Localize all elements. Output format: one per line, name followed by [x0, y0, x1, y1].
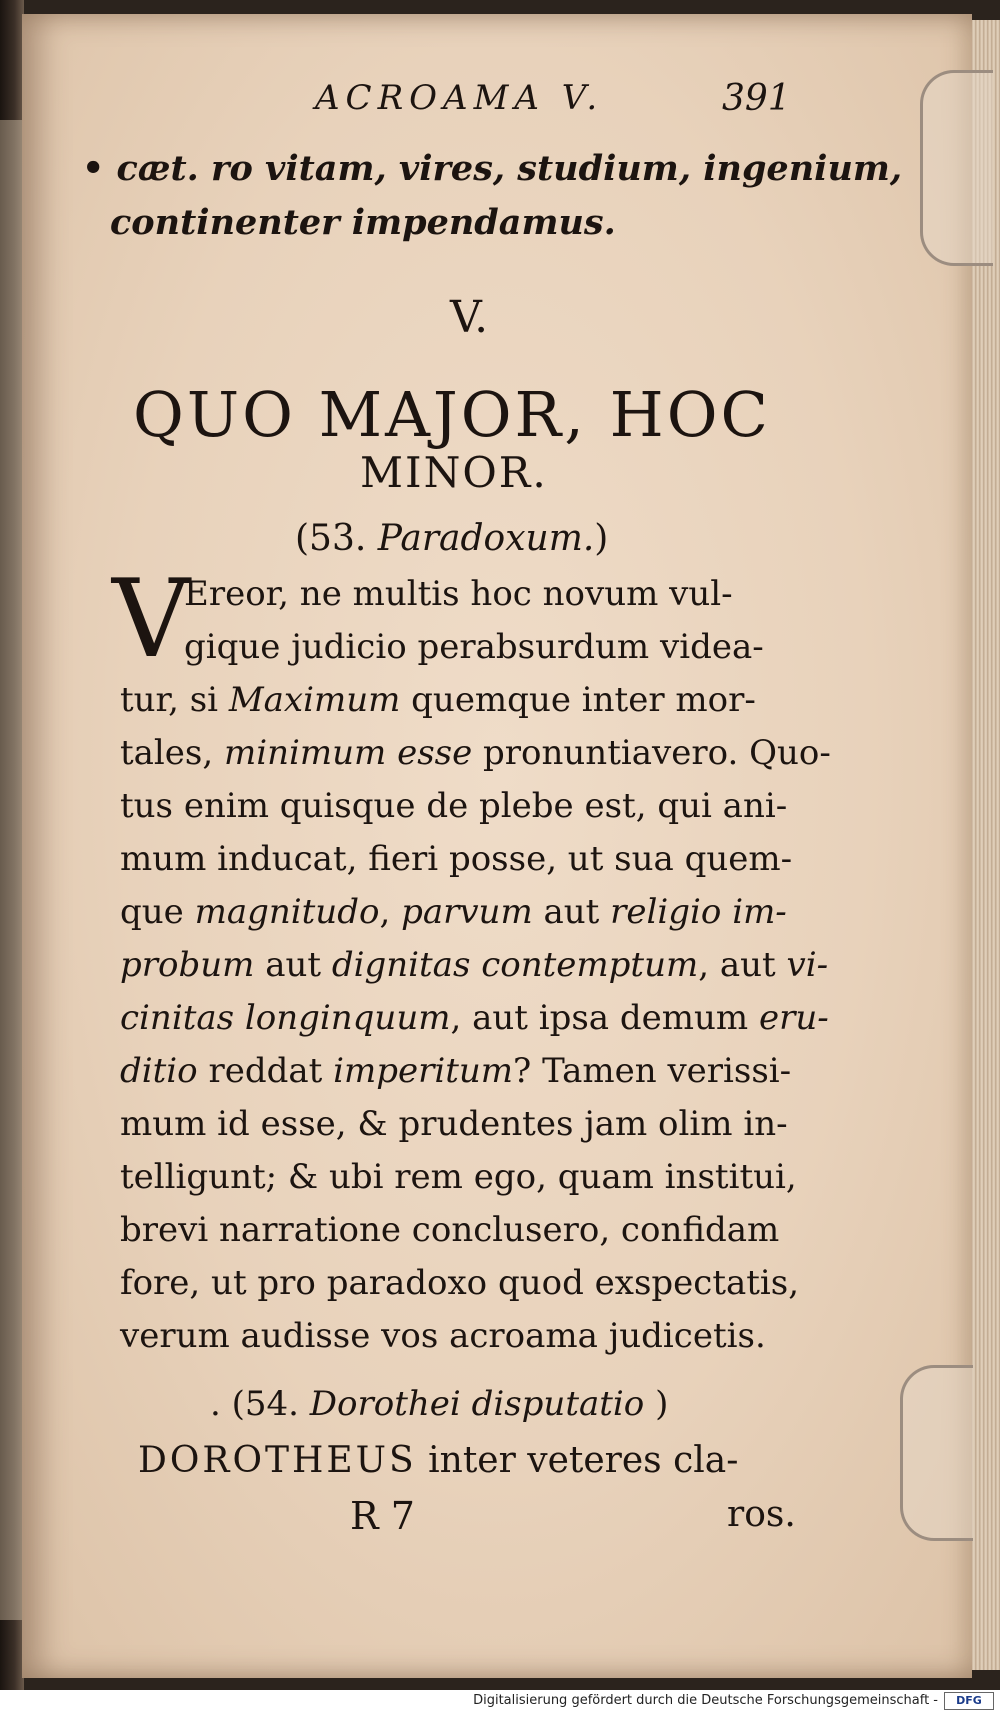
paragraph-reference-53: (53. Paradoxum.) — [295, 518, 609, 559]
body-line: tales, minimum esse pronuntiavero. Quo- — [120, 733, 831, 773]
body-line: gique judicio perabsurdum videa- — [184, 627, 764, 667]
body-line: que magnitudo, parvum aut religio im- — [120, 892, 787, 932]
body-line: mum id esse, & prudentes jam olim in- — [120, 1104, 788, 1144]
text-line-top-1: • cæt. ro vitam, vires, studium, ingenium, — [82, 148, 903, 189]
text-line-last: DOROTHEUS inter veteres cla- — [138, 1440, 739, 1481]
body-line: mum inducat, fieri posse, ut sua quem- — [120, 839, 793, 879]
drop-cap: V — [112, 557, 190, 682]
body-line: tus enim quisque de plebe est, qui ani- — [120, 786, 788, 826]
running-head: ACROAMA V. — [315, 78, 604, 118]
body-line: Ereor, ne multis hoc novum vul- — [184, 574, 733, 614]
catchword: ros. — [727, 1494, 796, 1535]
text-line-top-2: continenter impendamus. — [110, 202, 616, 243]
footer-credit: Digitalisierung gefördert durch die Deutsche Forschungsgemeinschaft - — [473, 1693, 938, 1708]
section-title-line-2: MINOR. — [360, 448, 548, 497]
section-title-line-1: QUO MAJOR, HOC — [133, 378, 771, 451]
body-line: fore, ut pro paradoxo quod exspectatis, — [120, 1263, 800, 1303]
dfg-logo: DFG — [944, 1692, 994, 1710]
body-line: telligunt; & ubi rem ego, quam institui, — [120, 1157, 797, 1197]
paragraph-reference-54: . (54. Dorothei disputatio ) — [210, 1384, 669, 1424]
body-line: ditio reddat imperitum? Tamen verissi- — [120, 1051, 792, 1091]
body-line: brevi narratione conclusero, confidam — [120, 1210, 780, 1250]
page-number: 391 — [722, 78, 791, 119]
section-number: V. — [450, 292, 489, 343]
body-line: verum audisse vos acroama judicetis. — [120, 1316, 766, 1356]
signature-mark: R 7 — [350, 1494, 415, 1538]
body-line: cinitas longinquum, aut ipsa demum eru- — [120, 998, 829, 1038]
body-line: probum aut dignitas contemptum, aut vi- — [120, 945, 829, 985]
digitization-footer — [0, 1690, 1000, 1711]
body-line: tur, si Maximum quemque inter mor- — [120, 680, 756, 720]
